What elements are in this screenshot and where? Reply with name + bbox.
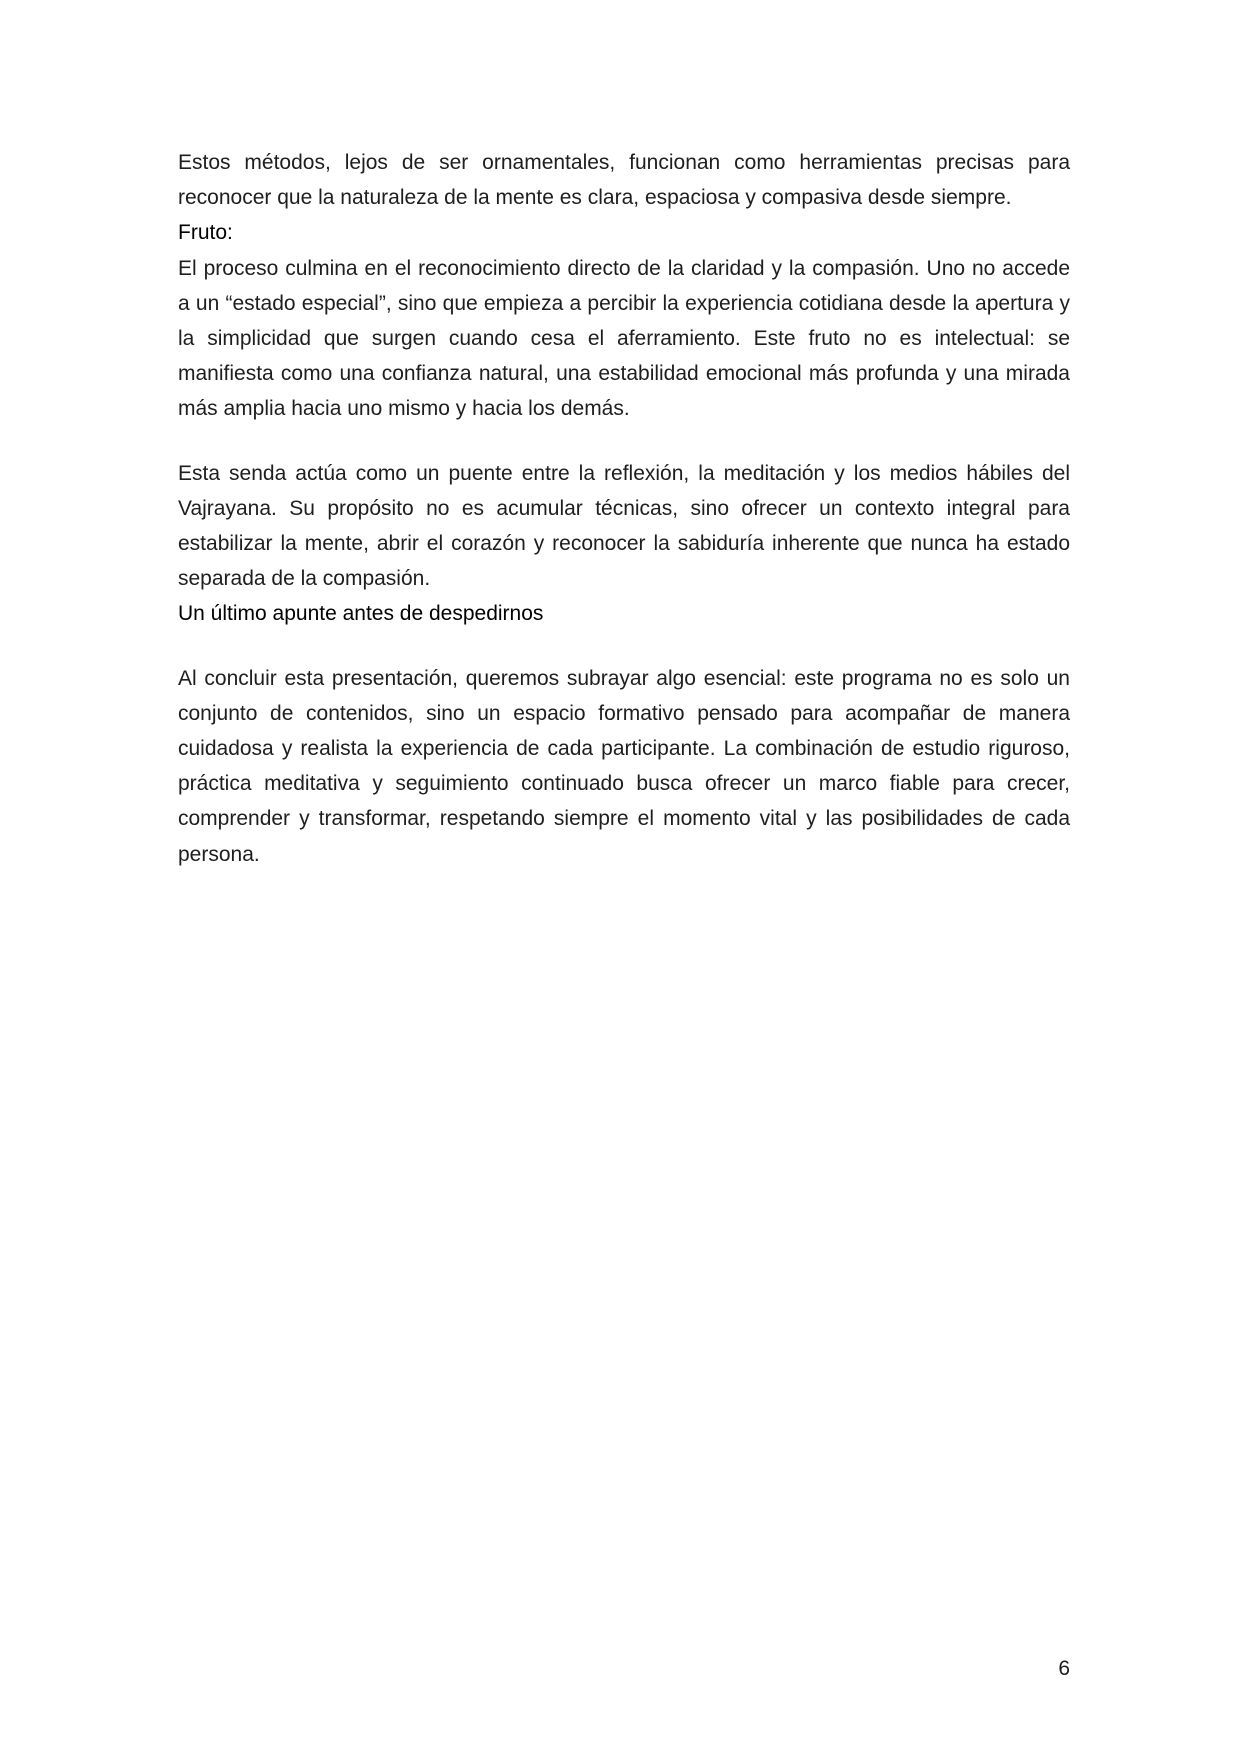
senda-paragraph: Esta senda actúa como un puente entre la reflexión, la meditación y los medios hábiles del Vajrayana. Su propósito no es acumular técnicas, sino ofrecer un contexto integral para estabilizar la mente, abrir el corazón y reconocer la sabiduría inherente que nunca ha estado separada de la compasión. <box>178 461 1070 591</box>
page-number: 6 <box>1058 1657 1070 1680</box>
closing-paragraph: Al concluir esta presentación, queremos subrayar algo esencial: este programa no es solo un conjunto de contenidos, sino un espacio formativo pensado para acompañar de manera cuidadosa y realista la experiencia de cada participante. La combinación de estudio riguroso, práctica meditativa y seguimiento continuado busca ofrecer un marco fiable para crecer, comprender y transformar, respetando siempre el momento vital y las posibilidades de cada persona. <box>178 666 1070 866</box>
fruto-paragraph: El proceso culmina en el reconocimiento directo de la claridad y la compasión. Uno no accede a un “estado especial”, sino que empieza a percibir la experiencia cotidiana desde la apertura y la simplicidad que surgen cuando cesa el aferramiento. Este fruto no es intelectual: se manifiesta como una confianza natural, una estabilidad emocional más profunda y una mirada más amplia hacia uno mismo y hacia los demás. <box>178 256 1070 421</box>
page-body <box>178 145 1070 872</box>
fruto-heading: Fruto: <box>178 221 233 245</box>
intro-paragraph: Estos métodos, lejos de ser ornamentales, funcionan como herramientas precisas para reconocer que la naturaleza de la mente es clara, espaciosa y compasiva desde siempre. <box>178 151 1070 210</box>
closing-heading: Un último apunte antes de despedirnos <box>178 602 544 626</box>
